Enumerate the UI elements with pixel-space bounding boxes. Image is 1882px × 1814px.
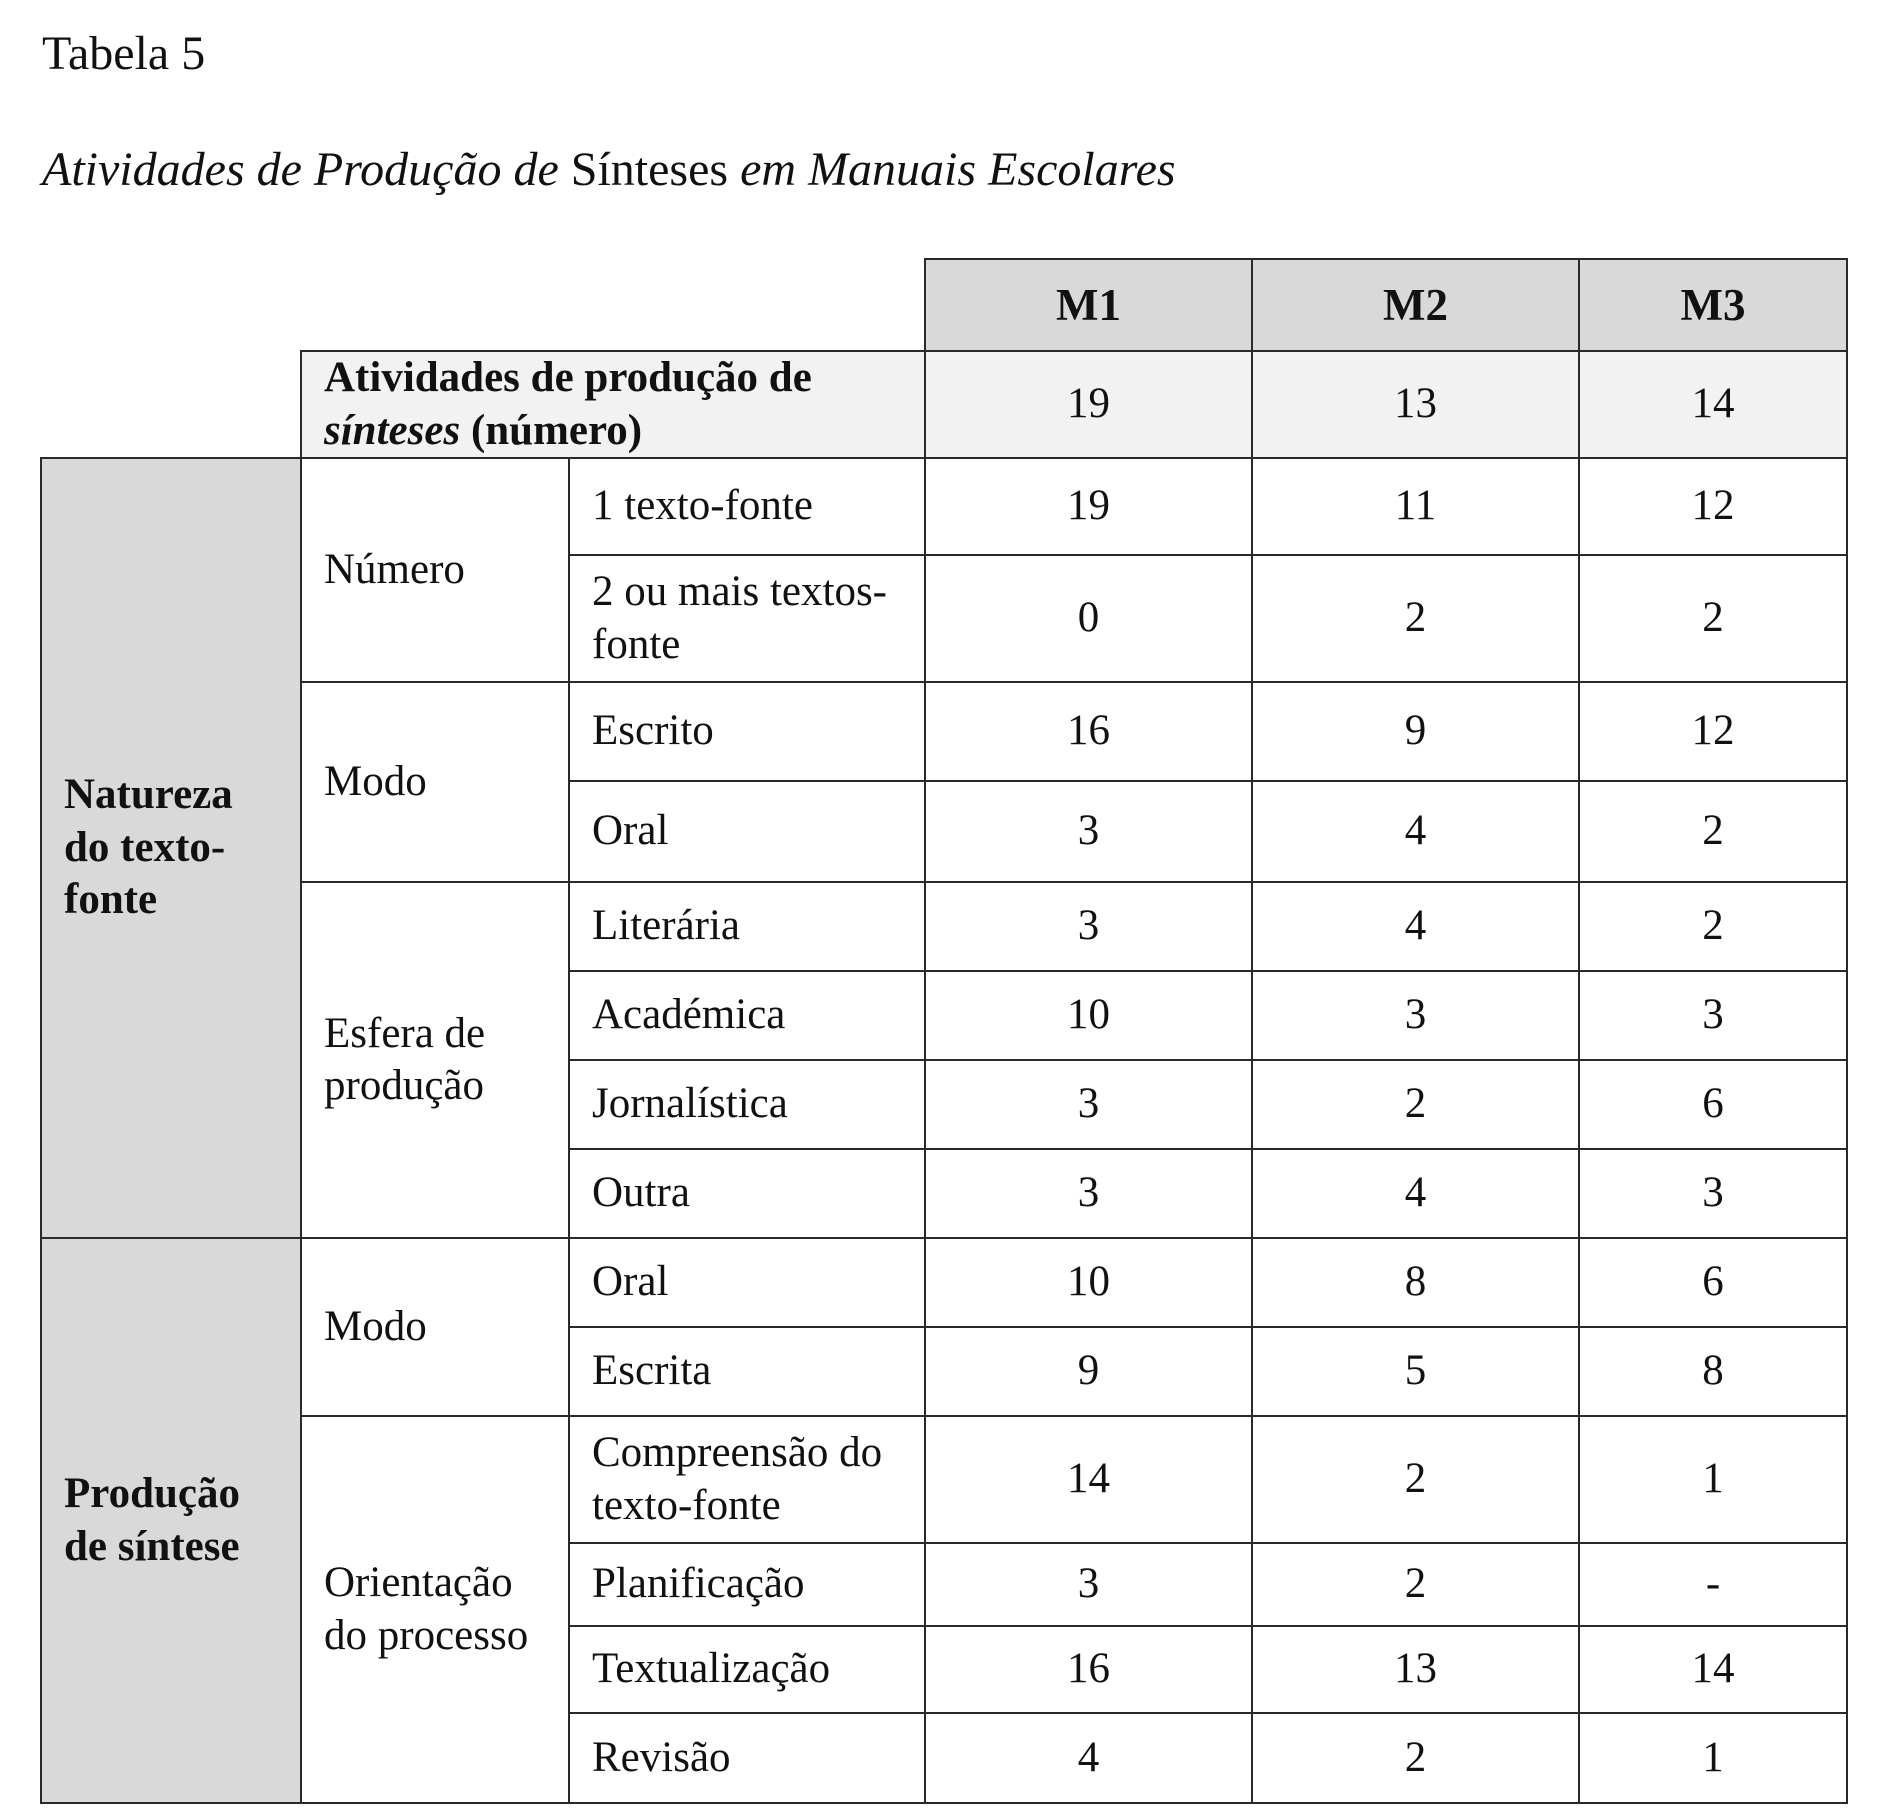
cell-m2: 2 [1252,1060,1579,1149]
row-label: Compreensão do texto-fonte [569,1416,925,1543]
cell-m3: - [1579,1543,1847,1626]
header-row [41,259,1847,351]
row-label: Outra [569,1149,925,1238]
table-title-part-3: em Manuais Escolares [728,143,1176,196]
cell-m1: 9 [925,1327,1252,1416]
cell-m2: 4 [1252,1149,1579,1238]
column-header-m3: M3 [1579,259,1847,351]
table-title-part-1: Atividades de Produção de [42,143,571,196]
cell-m2: 4 [1252,882,1579,971]
cell-m2: 4 [1252,781,1579,882]
cell-m3: 14 [1579,1626,1847,1713]
total-label-line-1: Atividades de produção de [324,354,812,402]
total-label-rest: (número) [460,406,643,454]
row-label: Oral [569,1238,925,1327]
cell-m3: 3 [1579,971,1847,1060]
row-label: Literária [569,882,925,971]
total-label-italic: sínteses [324,406,461,454]
cell-m2: 9 [1252,682,1579,781]
table-row [41,1416,1847,1543]
cell-m3: 6 [1579,1238,1847,1327]
cell-m3: 1 [1579,1713,1847,1803]
cell-m3: 12 [1579,458,1847,555]
total-value-m1: 19 [925,351,1252,458]
table-row [41,882,1847,971]
cell-m1: 10 [925,1238,1252,1327]
cell-m2: 13 [1252,1626,1579,1713]
row-label: Textualização [569,1626,925,1713]
total-value-m2: 13 [1252,351,1579,458]
group-label-natureza: Natureza do texto-fonte [41,458,301,1238]
table-title [42,143,1176,196]
cell-m1: 3 [925,1543,1252,1626]
row-label: 1 texto-fonte [569,458,925,555]
column-header-m1: M1 [925,259,1252,351]
cell-m3: 2 [1579,555,1847,682]
header-empty-cell [41,259,925,351]
cell-m1: 3 [925,882,1252,971]
cell-m3: 1 [1579,1416,1847,1543]
subgroup-label-modo: Modo [301,682,569,882]
table-row [41,1238,1847,1327]
cell-m3: 8 [1579,1327,1847,1416]
row-label: Académica [569,971,925,1060]
cell-m2: 3 [1252,971,1579,1060]
table-title-part-2: Sínteses [570,143,729,196]
cell-m1: 4 [925,1713,1252,1803]
cell-m1: 3 [925,1060,1252,1149]
subgroup-label-esfera: Esfera de produção [301,882,569,1238]
cell-m1: 19 [925,458,1252,555]
row-label: Escrito [569,682,925,781]
cell-m2: 2 [1252,1713,1579,1803]
row-label: Escrita [569,1327,925,1416]
cell-m1: 14 [925,1416,1252,1543]
cell-m1: 3 [925,781,1252,882]
cell-m3: 2 [1579,781,1847,882]
cell-m3: 3 [1579,1149,1847,1238]
cell-m1: 16 [925,682,1252,781]
table-row [41,682,1847,781]
table-row [41,458,1847,555]
cell-m2: 2 [1252,555,1579,682]
group-label-producao: Produção de síntese [41,1238,301,1803]
cell-m3: 6 [1579,1060,1847,1149]
subgroup-label-orientacao: Orientação do processo [301,1416,569,1803]
cell-m2: 8 [1252,1238,1579,1327]
table-number: Tabela 5 [42,27,206,80]
cell-m2: 2 [1252,1416,1579,1543]
cell-m1: 0 [925,555,1252,682]
column-header-m2: M2 [1252,259,1579,351]
total-row-label [301,351,925,458]
total-row [41,351,1847,458]
cell-m1: 3 [925,1149,1252,1238]
total-value-m3: 14 [1579,351,1847,458]
data-table [40,258,1848,1804]
subgroup-label-numero: Número [301,458,569,682]
cell-m1: 10 [925,971,1252,1060]
row-label: Jornalística [569,1060,925,1149]
subgroup-label-modo: Modo [301,1238,569,1416]
row-label: Revisão [569,1713,925,1803]
cell-m2: 2 [1252,1543,1579,1626]
row-label: 2 ou mais textos-fonte [569,555,925,682]
cell-m2: 5 [1252,1327,1579,1416]
total-empty-cell [41,351,301,458]
row-label: Oral [569,781,925,882]
cell-m2: 11 [1252,458,1579,555]
cell-m3: 2 [1579,882,1847,971]
row-label: Planificação [569,1543,925,1626]
cell-m3: 12 [1579,682,1847,781]
cell-m1: 16 [925,1626,1252,1713]
